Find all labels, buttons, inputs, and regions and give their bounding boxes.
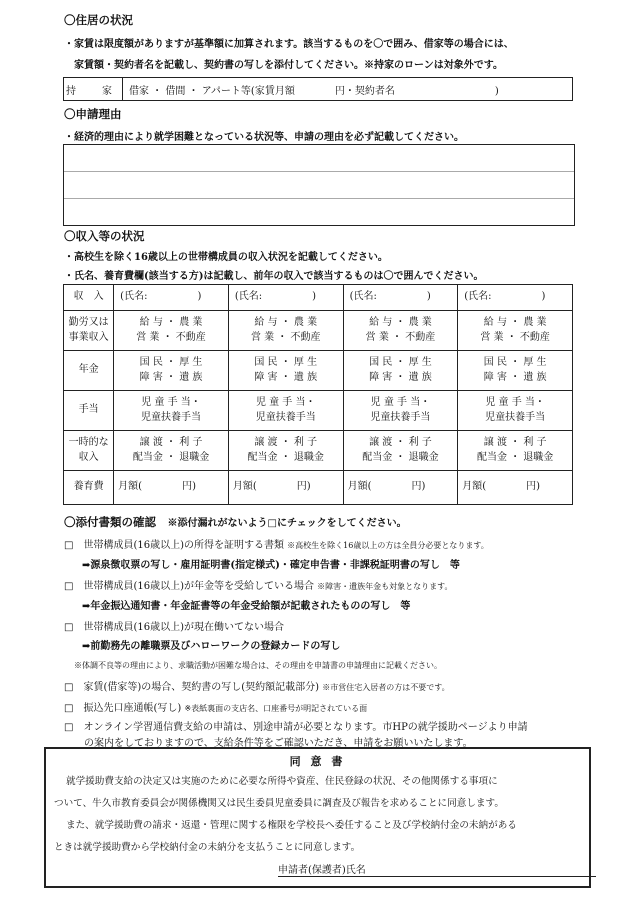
income-table (63, 284, 573, 505)
income-name-cell[interactable]: (氏名: ) (458, 285, 573, 311)
consent-paragraph-3: また、就学援助費の請求・返還・管理に関する権限を学校長へ委任すること及び学校納付金の未納がある (66, 820, 517, 831)
income-row-label-temporary: 一時的な 収入 (64, 431, 114, 471)
income-option-cell[interactable]: 給 与 ・ 農 業 営 業 ・ 不動産 (228, 311, 343, 351)
attachments-section-title: 〇添付書類の確認 ※添付漏れがないよう□にチェックをしてください。 (64, 515, 407, 529)
income-option-cell[interactable]: 国 民 ・ 厚 生 障 害 ・ 遺 族 (343, 351, 458, 391)
income-option-cell[interactable]: 譲 渡 ・ 利 子 配当金 ・ 退職金 (228, 431, 343, 471)
housing-table (63, 77, 573, 101)
consent-box (44, 747, 591, 888)
income-option-cell[interactable]: 国 民 ・ 厚 生 障 害 ・ 遺 族 (114, 351, 229, 391)
income-option-cell[interactable]: 児 童 手 当・ 児童扶養手当 (458, 391, 573, 431)
income-name-cell[interactable]: (氏名: ) (114, 285, 229, 311)
attachment-item-not-working[interactable]: □ 世帯構成員(16歳以上)が現在働いてない場合 (64, 622, 284, 633)
support-amount-cell[interactable]: 月額( 円) (228, 471, 343, 505)
income-option-cell[interactable]: 給 与 ・ 農 業 営 業 ・ 不動産 (343, 311, 458, 351)
attachment-online-learning-cont: の案内をしておりますので、支給条件等をご確認いただき、申請をお願いいたします。 (84, 738, 473, 749)
attachment-illness-note: ※体調不良等の理由により、求職活動が困難な場合は、その理由を申請書の申請理由に記載ください。 (74, 661, 442, 670)
support-amount-cell[interactable]: 月額( 円) (458, 471, 573, 505)
income-option-cell[interactable]: 譲 渡 ・ 利 子 配当金 ・ 退職金 (114, 431, 229, 471)
income-row-label-work: 勤労又は 事業収入 (64, 311, 114, 351)
income-name-cell[interactable]: (氏名: ) (343, 285, 458, 311)
housing-note-2: 家賃額・契約者名を記載し、契約書の写しを添付してください。※持家のローンは対象外です。 (74, 60, 503, 71)
housing-note-1: ・家賃は限度額がありますが基準額に加算されます。該当するものを〇で囲み、借家等の場合には、 (64, 39, 514, 50)
housing-section-title: 〇住居の状況 (64, 13, 133, 27)
income-option-cell[interactable]: 譲 渡 ・ 利 子 配当金 ・ 退職金 (343, 431, 458, 471)
consent-title: 同 意 書 (289, 755, 346, 768)
reason-section-title: 〇申請理由 (64, 107, 122, 121)
attachment-sub-income-proof: ➡源泉徴収票の写し・雇用証明書(指定様式)・確定申告書・非課税証明書の写し 等 (82, 560, 460, 571)
income-note-2: ・氏名、養育費欄(該当する方)は記載し、前年の収入で該当するものは〇で囲んでください。 (64, 271, 484, 282)
reason-ruled-line (64, 171, 574, 172)
attachment-item-pension[interactable]: □ 世帯構成員(16歳以上)が年金等を受給している場合 ※障害・遺族年金も対象となります。 (64, 581, 453, 592)
support-amount-cell[interactable]: 月額( 円) (114, 471, 229, 505)
income-option-cell[interactable]: 児 童 手 当・ 児童扶養手当 (343, 391, 458, 431)
attachment-item-rent-contract[interactable]: □ 家賃(借家等)の場合、契約書の写し(契約額記載部分) ※市営住宅入居者の方は不要です。 (64, 682, 450, 693)
reason-ruled-line (64, 198, 574, 199)
income-header-label: 収 入 (64, 285, 114, 311)
income-row-label-pension: 年金 (64, 351, 114, 391)
attachment-sub-not-working: ➡前勤務先の離職票及びハローワークの登録カードの写し (82, 641, 341, 652)
consent-paragraph-4: ときは就学援助費から学校納付金の未納分を支払うことに同意します。 (54, 842, 361, 853)
attachment-sub-pension: ➡年金振込通知書・年金証書等の年金受給額が記載されたものの写し 等 (82, 601, 411, 612)
attachment-item-bank-book[interactable]: □ 振込先口座通帳(写し) ※表紙裏面の支店名、口座番号が明記されている面 (64, 703, 368, 714)
reason-note: ・経済的理由により就学困難となっている状況等、申請の理由を必ず記載してください。 (64, 132, 464, 143)
housing-own-label[interactable]: 持 家 (64, 78, 123, 101)
income-option-cell[interactable]: 給 与 ・ 農 業 営 業 ・ 不動産 (114, 311, 229, 351)
income-option-cell[interactable]: 譲 渡 ・ 利 子 配当金 ・ 退職金 (458, 431, 573, 471)
income-row-label-allowance: 手当 (64, 391, 114, 431)
attachment-item-online-learning[interactable]: □ オンライン学習通信費支給の申請は、別途申請が必要となります。市HPの就学援助ページより申請 (64, 722, 528, 733)
income-note-1: ・高校生を除く16歳以上の世帯構成員の収入状況を記載してください。 (64, 252, 388, 263)
reason-text-area[interactable] (63, 144, 575, 226)
income-option-cell[interactable]: 児 童 手 当・ 児童扶養手当 (114, 391, 229, 431)
income-name-cell[interactable]: (氏名: ) (228, 285, 343, 311)
signature-label: 申請者(保護者)氏名 (278, 865, 366, 876)
income-option-cell[interactable]: 国 民 ・ 厚 生 障 害 ・ 遺 族 (458, 351, 573, 391)
income-section-title: 〇収入等の状況 (64, 229, 145, 243)
support-amount-cell[interactable]: 月額( 円) (343, 471, 458, 505)
consent-paragraph-2: ついて、牛久市教育委員会が関係機関又は民生委員児童委員に調査及び報告を求めることに同意します。 (54, 798, 504, 809)
income-option-cell[interactable]: 国 民 ・ 厚 生 障 害 ・ 遺 族 (228, 351, 343, 391)
income-row-label-support: 養育費 (64, 471, 114, 505)
income-option-cell[interactable]: 児 童 手 当・ 児童扶養手当 (228, 391, 343, 431)
consent-paragraph-1: 就学援助費支給の決定又は実施のために必要な所得や資産、住民登録の状況、その他関係する事項に (66, 776, 498, 787)
signature-field[interactable] (278, 861, 596, 877)
income-option-cell[interactable]: 給 与 ・ 農 業 営 業 ・ 不動産 (458, 311, 573, 351)
attachment-item-income-proof[interactable]: □ 世帯構成員(16歳以上)の所得を証明する書類 ※高校生を除く16歳以上の方は全員分必要となります。 (64, 540, 489, 551)
housing-rent-field[interactable]: 借家 ・ 借間 ・ アパート等(家賃月額 円・契約者名 ) (123, 78, 573, 101)
